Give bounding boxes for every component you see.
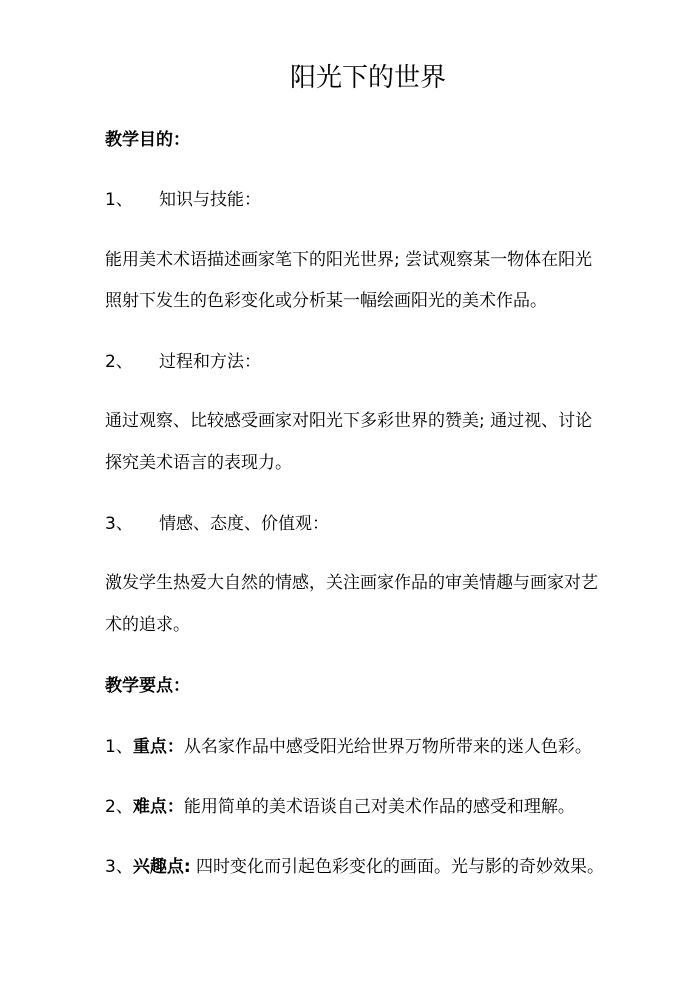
objective-item-3-line-1: 激发学生热爱大自然的情感，关注画家作品的审美情趣与画家对艺: [105, 573, 598, 593]
objective-item-2-heading: [105, 350, 261, 374]
key-point-item-3: [105, 855, 604, 879]
objective-item-2-line-2: 探究美术语言的表现力。: [105, 453, 292, 473]
document-title: 阳光下的世界: [289, 63, 446, 93]
objective-item-2-line-1: 通过观察、比较感受画家对阳光下多彩世界的赞美; 通过视、讨论: [105, 411, 593, 431]
key-point-item-2: [105, 795, 575, 819]
key-point-item-1: [105, 735, 592, 759]
objective-item-2-number: 2、: [105, 352, 133, 372]
objective-item-3-number: 3、: [105, 514, 133, 534]
objective-item-3-heading: [105, 512, 329, 536]
key-point-item-2-number: 2、: [105, 797, 133, 817]
section-heading-key-points: 教学要点：: [105, 676, 190, 696]
key-point-item-3-text: 四时变化而引起色彩变化的画面。光与影的奇妙效果。: [190, 857, 605, 877]
objective-item-3-label: 情感、态度、价值观：: [159, 514, 329, 534]
section-heading-objectives: 教学目的：: [105, 130, 190, 150]
key-point-item-2-text: 能用简单的美术语谈自己对美术作品的感受和理解。: [183, 797, 575, 817]
key-point-item-1-number: 1、: [105, 737, 133, 757]
key-point-item-3-number: 3、: [105, 857, 133, 877]
objective-item-1-line-2: 照射下发生的色彩变化或分析某一幅绘画阳光的美术作品。: [105, 291, 547, 311]
objective-item-1-heading: [105, 188, 261, 212]
key-point-item-1-key: 重点：: [132, 737, 184, 757]
objective-item-2-label: 过程和方法：: [159, 352, 261, 372]
key-point-item-1-text: 从名家作品中感受阳光给世界万物所带来的迷人色彩。: [183, 737, 592, 757]
key-point-item-2-key: 难点：: [132, 797, 184, 817]
objective-item-1-label: 知识与技能：: [159, 190, 261, 210]
key-point-item-3-key: 兴趣点:: [132, 857, 191, 877]
objective-item-1-line-1: 能用美术术语描述画家笔下的阳光世界; 尝试观察某一物体在阳光: [105, 250, 593, 270]
objective-item-3-line-2: 术的追求。: [105, 615, 190, 635]
objective-item-1-number: 1、: [105, 190, 133, 210]
